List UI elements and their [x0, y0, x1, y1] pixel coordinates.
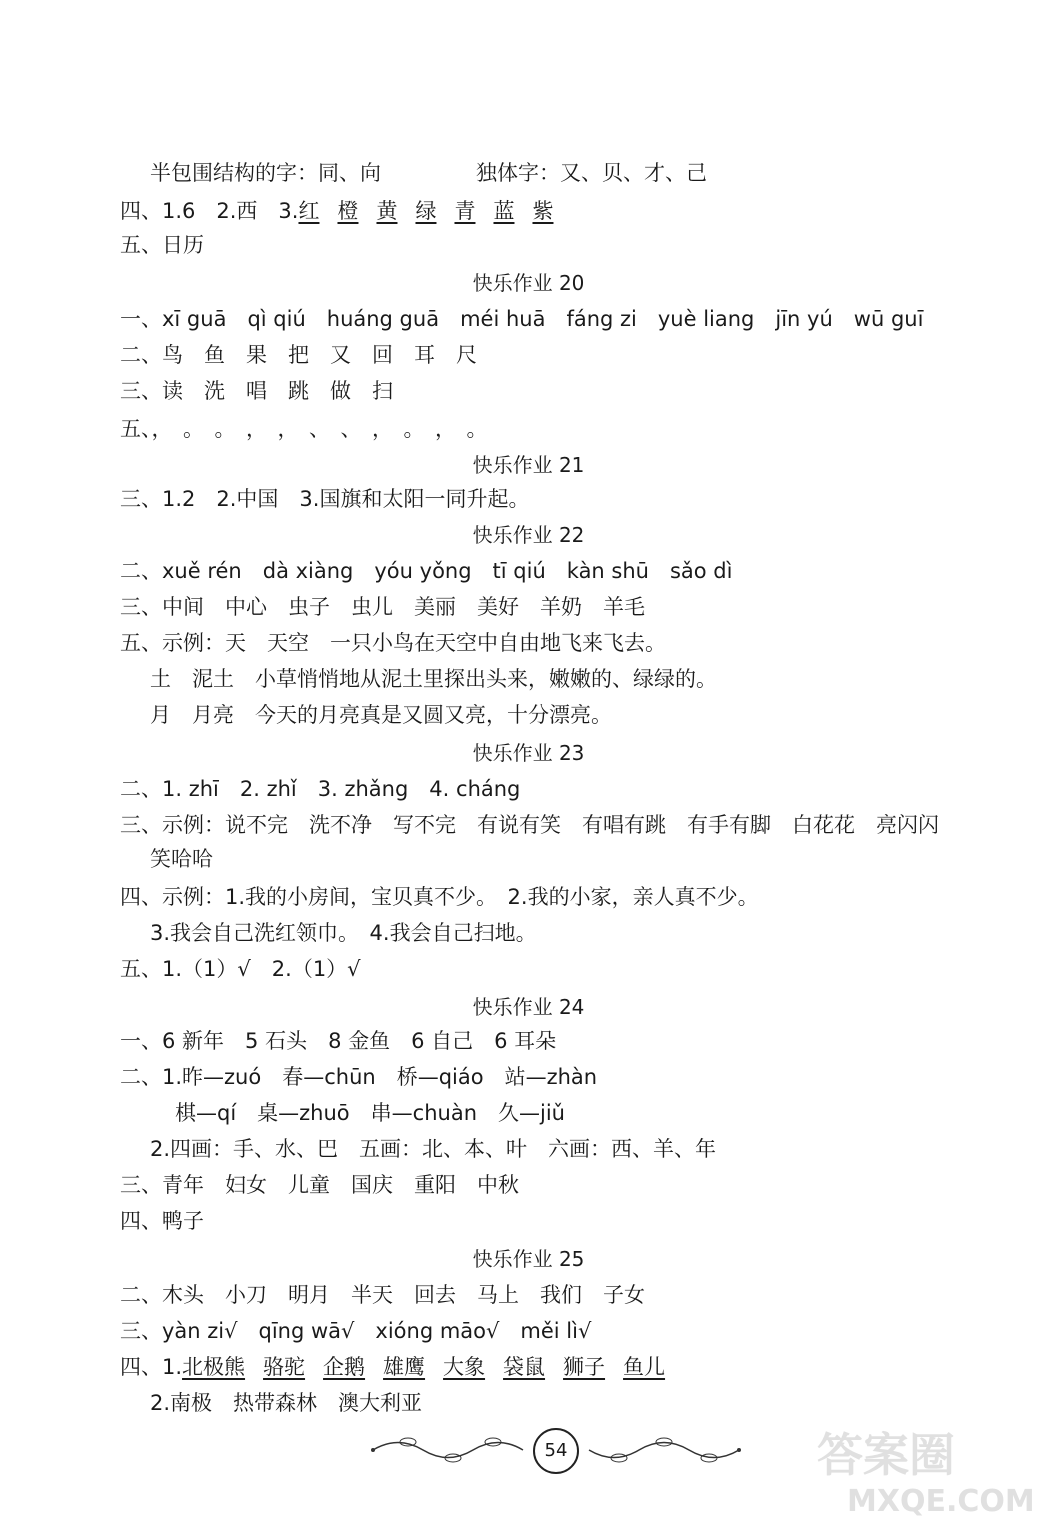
text-line: 笑哈哈 — [150, 847, 213, 871]
text-line: 三、示例：说不完 洗不净 写不完 有说有笑 有唱有跳 有手有脚 白花花 亮闪闪 — [120, 813, 939, 837]
text-line: 二、1.昨—zuó 春—chūn 桥—qiáo 站—zhàn — [120, 1065, 598, 1089]
text-line: 2.南极 热带森林 澳大利亚 — [150, 1391, 423, 1415]
site-watermark — [807, 1416, 1037, 1526]
underlined-color-word: 橙 — [337, 199, 359, 223]
text-line: 土 泥土 小草悄悄地从泥土里探出头来，嫩嫩的、绿绿的。 — [150, 667, 717, 691]
section-title: 快乐作业 23 — [472, 741, 585, 765]
text-line: 五、示例：天 天空 一只小鸟在天空中自由地飞来飞去。 — [120, 631, 666, 655]
text-line: 五、， 。 。 ， ， 、 、 ， 。 ， 。 — [120, 417, 488, 441]
text-segment: 五、日历 — [120, 233, 204, 257]
section-title: 快乐作业 22 — [472, 523, 585, 547]
text-line: 月 月亮 今天的月亮真是又圆又亮，十分漂亮。 — [150, 703, 612, 727]
text-line: 三、中间 中心 虫子 虫儿 美丽 美好 羊奶 羊毛 — [120, 595, 645, 619]
text-line: 一、6 新年 5 石头 8 金鱼 6 自己 6 耳朵 — [120, 1029, 557, 1053]
text-line — [120, 1352, 683, 1382]
section-title: 快乐作业 24 — [472, 995, 585, 1019]
underlined-animal-word: 雄鹰 — [383, 1355, 426, 1379]
underlined-color-word: 青 — [454, 199, 476, 223]
text-line: 三、1.2 2.中国 3.国旗和太阳一同升起。 — [120, 487, 530, 511]
section-title: 快乐作业 20 — [472, 271, 585, 295]
underlined-animal-word: 大象 — [443, 1355, 486, 1379]
underlined-animal-word: 袋鼠 — [503, 1355, 546, 1379]
text-line: 五、1.（1）√ 2.（1）√ — [120, 957, 361, 981]
underlined-color-word: 蓝 — [493, 199, 515, 223]
text-line: 四、鸭子 — [120, 1209, 204, 1233]
text-line: 2.四画：手、水、巴 五画：北、本、叶 六画：西、羊、年 — [150, 1137, 717, 1161]
text-line: 二、木头 小刀 明月 半天 回去 马上 我们 子女 — [120, 1283, 645, 1307]
color-word-list — [298, 199, 571, 223]
underlined-animal-word: 北极熊 — [182, 1355, 246, 1379]
underlined-color-word: 绿 — [415, 199, 437, 223]
underlined-animal-word: 狮子 — [563, 1355, 606, 1379]
text-line: 3.我会自己洗红领巾。 4.我会自己扫地。 — [150, 921, 537, 945]
text-segment: 独体字：又、贝、才、己 — [476, 161, 707, 185]
section-title: 快乐作业 21 — [472, 453, 585, 477]
text-line: 棋—qí 桌—zhuō 串—chuàn 久—jiǔ — [175, 1101, 565, 1125]
text-line: 一、xī guā qì qiú huáng guā méi huā fáng zi yuè liang jīn yú wū guī — [120, 307, 924, 331]
text-line — [150, 158, 381, 188]
text-line — [476, 158, 707, 188]
underlined-color-word: 黄 — [376, 199, 398, 223]
text-segment: 四、1.6 2.西 3. — [120, 199, 299, 223]
text-segment: 四、1. — [120, 1355, 183, 1379]
text-segment: 半包围结构的字：同、向 — [150, 161, 381, 185]
left-vine-ornament — [368, 1430, 528, 1470]
text-line: 二、鸟 鱼 果 把 又 回 耳 尺 — [120, 343, 477, 367]
text-line — [120, 230, 204, 260]
text-line — [120, 196, 571, 226]
text-line: 二、1. zhī 2. zhǐ 3. zhǎng 4. cháng — [120, 777, 521, 801]
underlined-animal-word: 骆驼 — [263, 1355, 306, 1379]
underlined-color-word: 紫 — [532, 199, 554, 223]
underlined-animal-word: 鱼儿 — [623, 1355, 666, 1379]
text-line: 三、青年 妇女 儿童 国庆 重阳 中秋 — [120, 1173, 519, 1197]
text-line: 四、示例：1.我的小房间，宝贝真不少。 2.我的小家，亲人真不少。 — [120, 885, 759, 909]
page-number: 54 — [533, 1428, 579, 1474]
right-vine-ornament — [584, 1430, 744, 1470]
underlined-animal-word: 企鹅 — [323, 1355, 366, 1379]
animal-word-list — [182, 1355, 683, 1379]
text-line: 三、yàn zi√ qīng wā√ xióng māo√ měi lì√ — [120, 1319, 592, 1343]
underlined-color-word: 红 — [298, 199, 320, 223]
text-line: 三、读 洗 唱 跳 做 扫 — [120, 379, 393, 403]
text-line: 二、xuě rén dà xiàng yóu yǒng tī qiú kàn shū sǎo dì — [120, 559, 733, 583]
section-title: 快乐作业 25 — [472, 1247, 585, 1271]
watermark-text: MXQE.COM — [847, 1484, 1035, 1519]
watermark-text: 答案圈 — [817, 1428, 955, 1482]
